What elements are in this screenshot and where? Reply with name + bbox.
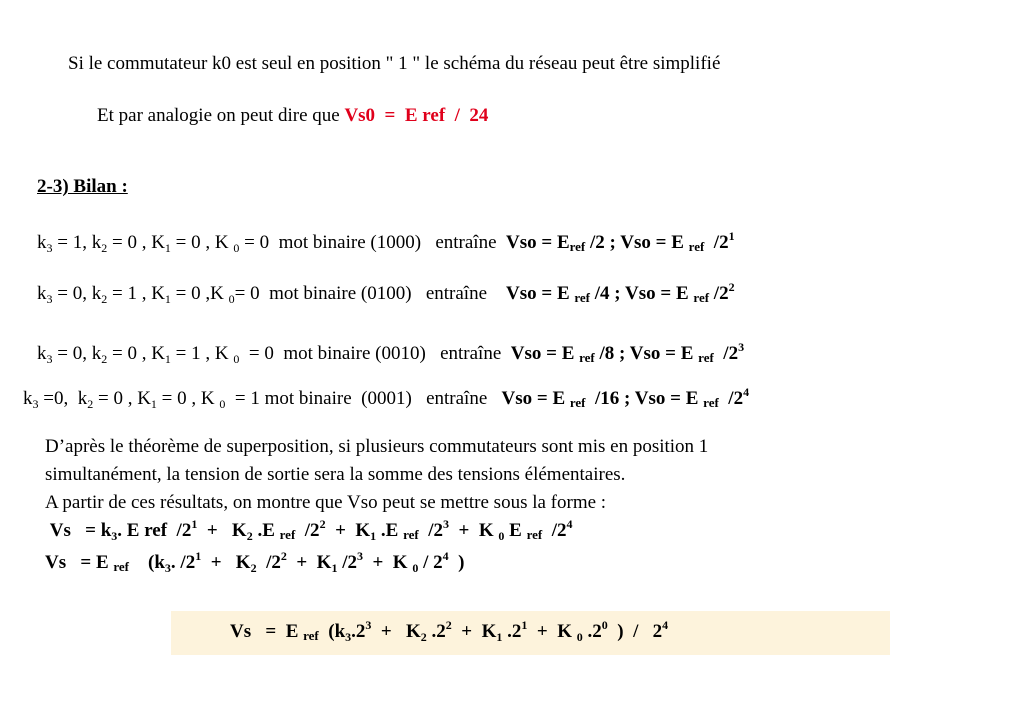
- case-row-3: $k_3 = 0$, $k_2 = 0$ , $K_1 = 1$ , K $_0$ = 0 mot binaire (0010) entraîne Vso = E ref /8 ; Vso = E ref $/2^3$: [37, 340, 745, 366]
- final-formula: Vs = E ref ($k_3.2^3 + K_2$ $.2^2 + K_1$ $.2^1 + K$ $_0$ $.2^0$ ) / $2^4$: [230, 618, 669, 644]
- case-row-4: $k_3 =0$, $k_2 = 0$ , $K_1 = 0$ , K $_0$ = 1 mot binaire (0001) entraîne Vso = E ref /16 ; Vso = E ref $/2^4$: [23, 385, 750, 411]
- section-title: 2-3) Bilan :: [37, 176, 128, 197]
- paragraph-line-1: D’après le théorème de superposition, si plusieurs commutateurs sont mis en position 1: [45, 436, 709, 457]
- formula-line-1: $Vs = k_3$. E ref $/2^1 + K_2$ .E ref $/2^2 + K_1$ .E ref $/2^3 + K$ $_0$ E ref $/2^4$: [49, 517, 573, 543]
- intro-line-2-text: Et par analogie on peut dire que: [97, 105, 340, 126]
- case-row-2: $k_3 = 0$, $k_2 = 1$ , $K_1 = 0$ ,K $_0$= 0 mot binaire (0100) entraîne Vso = E ref /4 ; Vso = E ref $/2^2$: [37, 280, 735, 306]
- paragraph-line-3: A partir de ces résultats, on montre que Vso peut se mettre sous la forme :: [45, 492, 607, 513]
- explanation-paragraph: [45, 433, 708, 581]
- intro-line-1: Si le commutateur k0 est seul en position " 1 " le schéma du réseau peut être simplifié: [68, 53, 721, 74]
- case-row-1: $k_3 = 1$, $k_2 = 0$ , $K_1 = 0$ , K $_0$ = 0 mot binaire (1000) entraîne Vso = Eref /2 ; Vso = E ref $/2^1$: [37, 229, 735, 255]
- paragraph-line-2: simultanément, la tension de sortie sera la somme des tensions élémentaires.: [45, 464, 626, 485]
- final-formula-box: [171, 611, 890, 655]
- vs0-formula: Vs0 = E ref / 24: [344, 105, 489, 126]
- intro-line-2: [97, 105, 488, 127]
- formula-line-2: Vs = E ref ($k_3$. $/2^1 + K_2$ $/2^2 + K_1$ $/2^3 + K$ $_0 / 2^4$ ): [45, 549, 465, 575]
